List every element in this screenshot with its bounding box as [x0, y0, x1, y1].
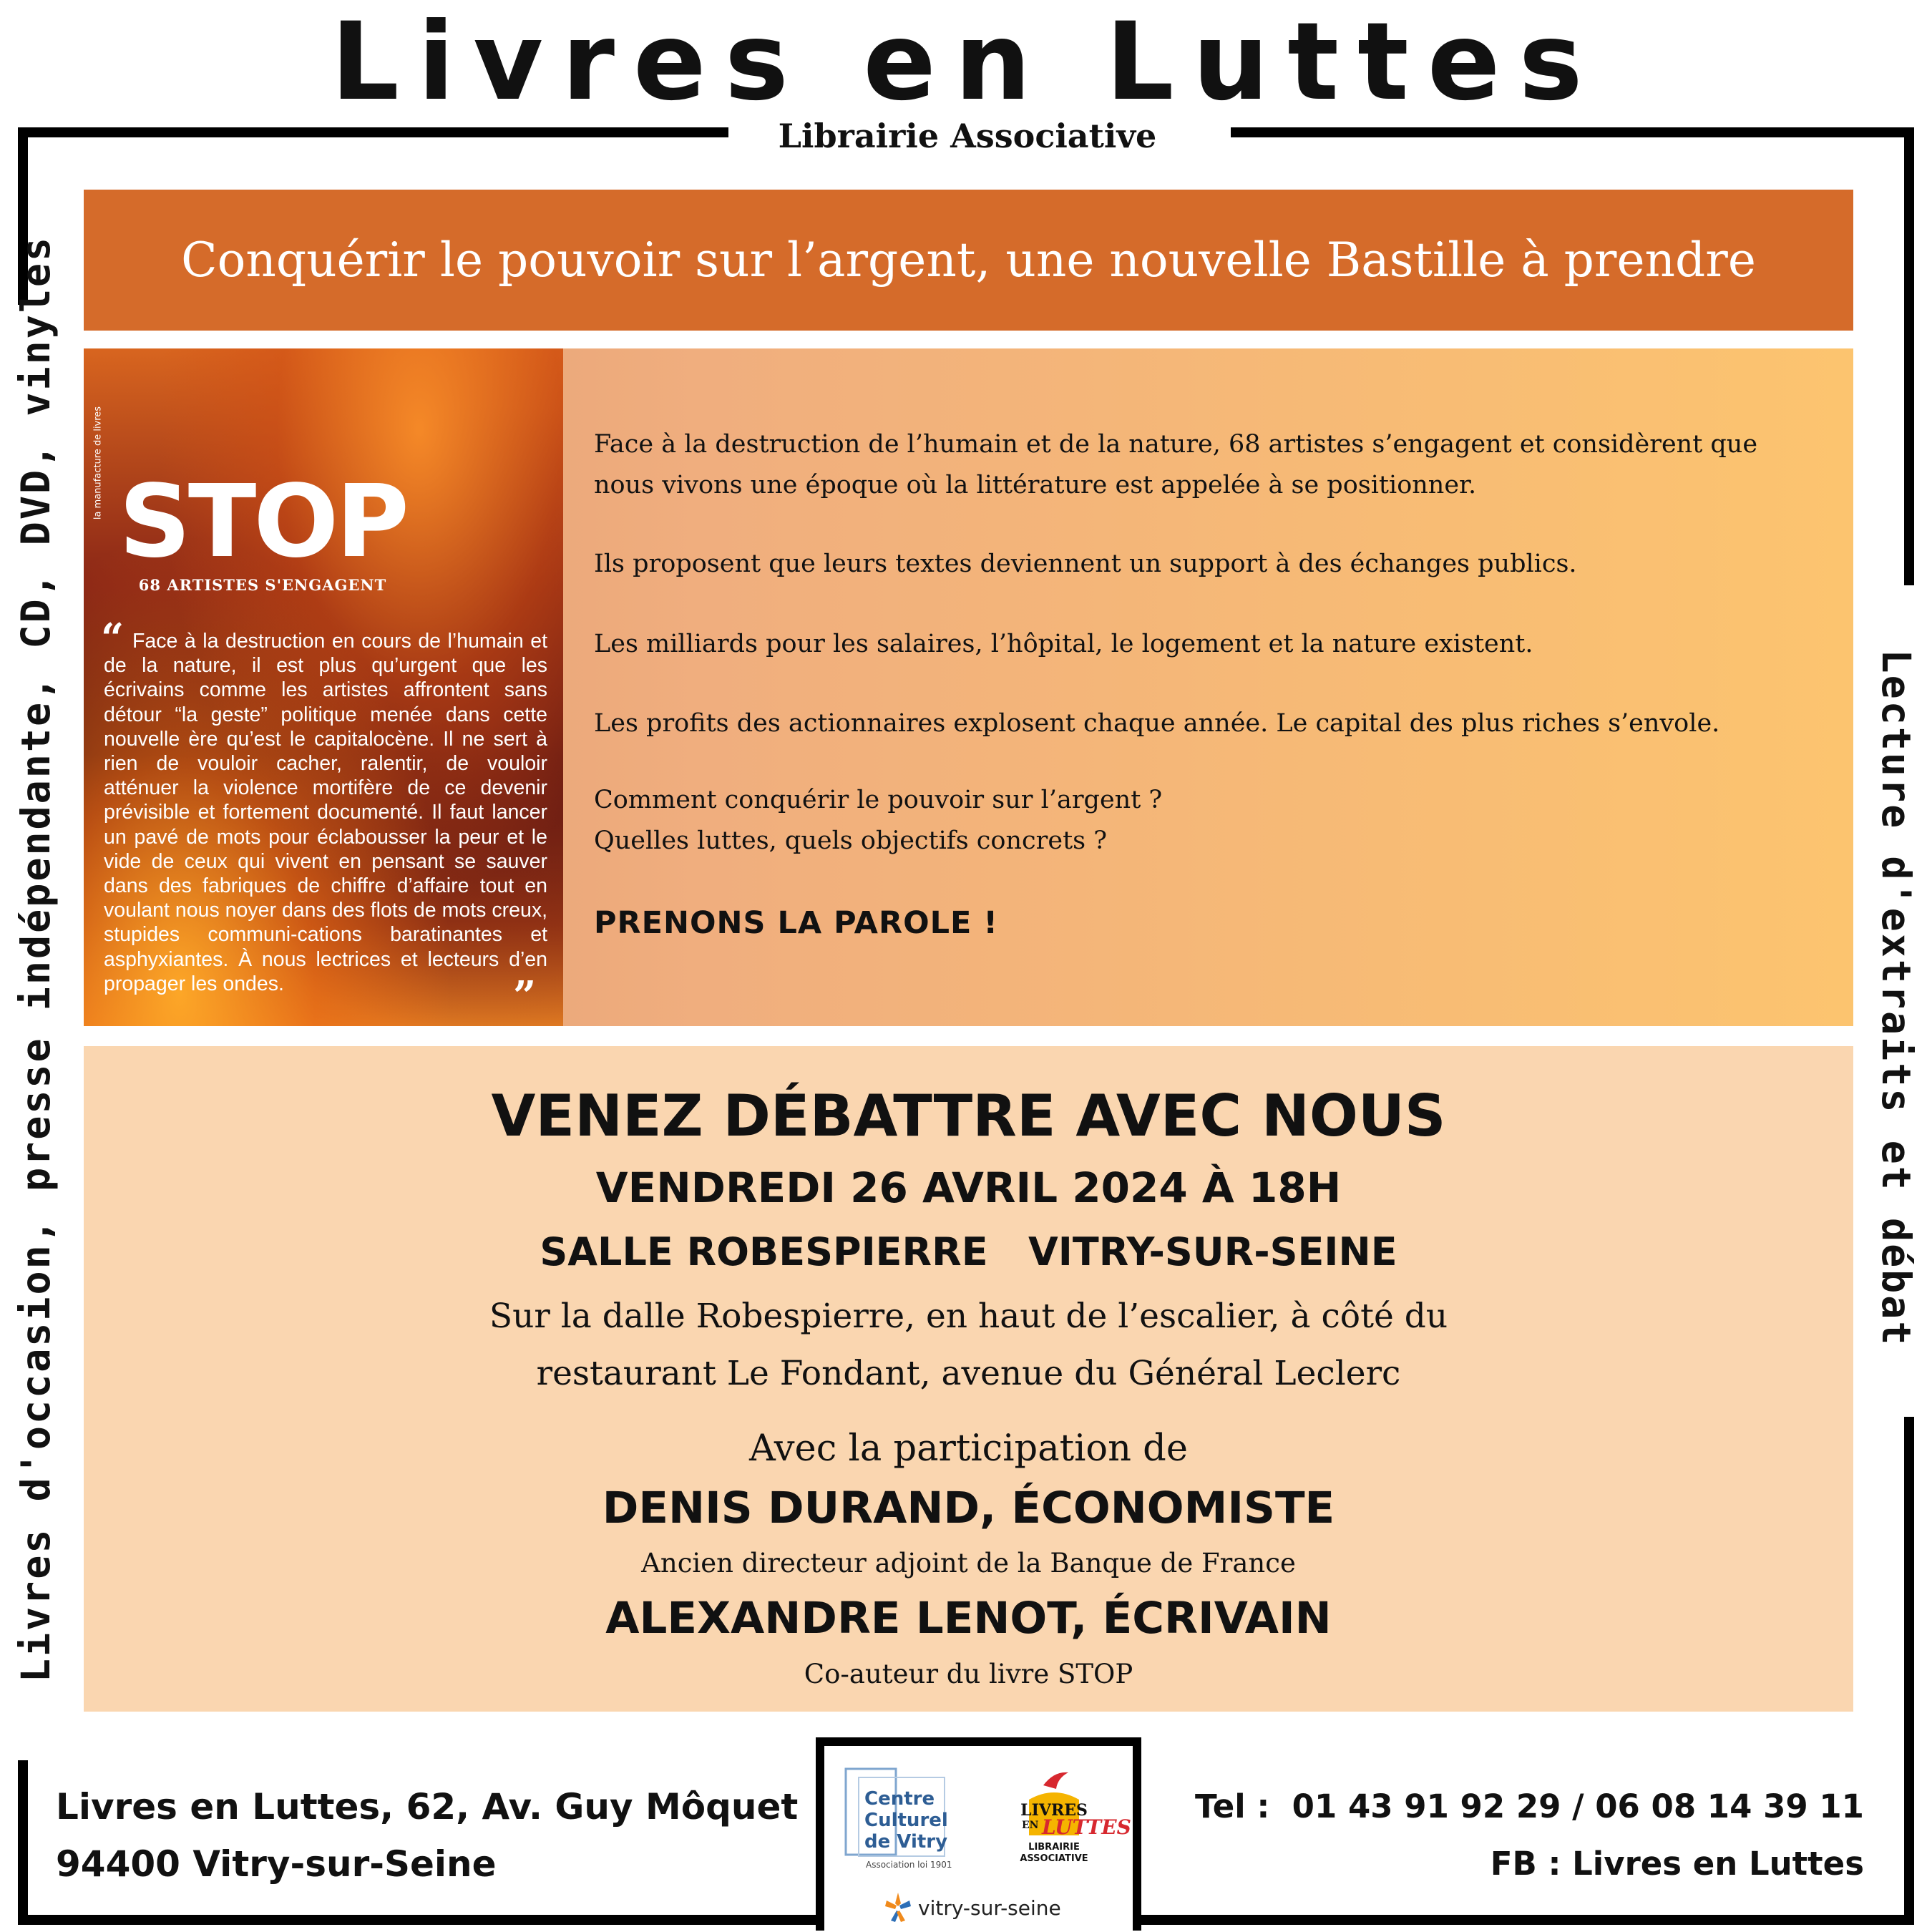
address-line-1: Livres en Luttes, 62, Av. Guy Môquet — [56, 1786, 799, 1828]
vitry-star-icon — [885, 1893, 911, 1922]
lel-line-5: ASSOCIATIVE — [1020, 1853, 1088, 1864]
frame-left-bottom — [18, 1760, 28, 1925]
book-quote — [104, 629, 547, 996]
frame-right-bottom — [1904, 1417, 1914, 1925]
speaker-1-role: Ancien directeur adjoint de la Banque de France — [641, 1548, 1296, 1579]
vitry-logo — [882, 1889, 1097, 1925]
lel-line-1: LIVRES — [1020, 1801, 1088, 1820]
paragraph-1-line-2: nous vivons une époque où la littérature est appelée à se positionner. — [594, 471, 1477, 499]
event-date: VENDREDI 26 AVRIL 2024 À 18H — [595, 1163, 1342, 1212]
speaker-2: ALEXANDRE LENOT, ÉCRIVAIN — [605, 1593, 1332, 1644]
book-cover — [84, 348, 563, 1026]
lel-line-4: LIBRAIRIE — [1028, 1842, 1080, 1853]
page-subtitle: Librairie Associative — [778, 117, 1157, 155]
ccv-line-3: de Vitry — [864, 1831, 948, 1853]
side-text-left-label: Livres d'occasion, presse indépendante, CD, DVD, vinyles — [13, 235, 59, 1683]
question-1: Comment conquérir le pouvoir sur l’argent ? — [594, 786, 1163, 814]
frame-bottom-right — [1133, 1915, 1914, 1925]
event-headline: VENEZ DÉBATTRE AVEC NOUS — [491, 1083, 1446, 1149]
event-directions-line-1: Sur la dalle Robespierre, en haut de l’escalier, à côté du — [489, 1297, 1448, 1336]
book-quote-text: Face à la destruction en cours de l’humain et de la nature, il est plus qu’urgent que les écrivains comme les artistes affrontent sans détour “la geste” politique menée dans cette nouvelle ère qu’est le capitalocène. Il ne sert à rien de vouloir cacher, ralentir, de vouloir atténuer la violence mortifère de ce devenir prévisible et fortement documenté. Il faut lancer un pavé de mots pour éclabousser la peur et le vide de ceux qui vivent en pensant se sauver dans des fabriques de chiffre d’affaire tout en voulant nous noyer dans des flots de mots creux, stupides communi-cations baratinantes et asphyxiantes. À nous lectrices et lecteurs d’en propager les ondes. — [104, 630, 547, 995]
footer-contact — [1181, 1778, 1864, 1893]
lel-line-2: EN — [1022, 1820, 1039, 1831]
address-line-2: 94400 Vitry-sur-Seine — [56, 1843, 497, 1885]
quote-close-icon: ” — [513, 972, 537, 1020]
centre-culturel-logo — [844, 1767, 952, 1885]
event-venue: SALLE ROBESPIERRE VITRY-SUR-SEINE — [540, 1229, 1397, 1274]
frame-top-right — [1231, 127, 1914, 137]
side-text-right-label: Lecture d'extraits et débat — [1873, 649, 1919, 1347]
paragraph-4: Les profits des actionnaires explosent chaque année. Le capital des plus riches s’envole. — [594, 709, 1720, 738]
livres-en-luttes-logo — [1000, 1757, 1131, 1882]
frame-top-left — [18, 127, 728, 137]
paragraph-2: Ils proposent que leurs textes deviennent un support à des échanges publics. — [594, 550, 1577, 578]
side-text-left — [0, 136, 72, 1782]
book-subtitle: 68 ARTISTES S'ENGAGENT — [138, 576, 387, 594]
vitry-logo-text: vitry-sur-seine — [918, 1896, 1061, 1920]
phone-text: Tel : 01 43 91 92 29 / 06 08 14 39 11 — [1195, 1787, 1864, 1825]
facebook-text: FB : Livres en Luttes — [1490, 1845, 1864, 1883]
bird-icon — [1043, 1772, 1068, 1789]
footer-address — [56, 1778, 798, 1893]
question-2: Quelles luttes, quels objectifs concrets ? — [594, 826, 1107, 855]
page-title: Livres en Luttes — [331, 0, 1601, 125]
paragraph-1-line-1: Face à la destruction de l’humain et de la nature, 68 artistes s’engagent et considèrent que — [594, 430, 1758, 459]
call-to-action: PRENONS LA PAROLE ! — [594, 905, 998, 941]
frame-right-top — [1904, 127, 1914, 585]
paragraph-3: Les milliards pour les salaires, l’hôpital, le logement et la nature existent. — [594, 630, 1533, 658]
speaker-1: DENIS DURAND, ÉCONOMISTE — [602, 1483, 1335, 1533]
ccv-line-2: Culturel — [864, 1810, 948, 1831]
event-directions-line-2: restaurant Le Fondant, avenue du Général Leclerc — [536, 1354, 1401, 1393]
topic-banner-text: Conquérir le pouvoir sur l’argent, une nouvelle Bastille à prendre — [181, 233, 1756, 288]
participation-label: Avec la participation de — [748, 1428, 1189, 1470]
quote-open-icon: “ — [101, 615, 125, 662]
side-text-right — [1860, 594, 1932, 1402]
publisher-text: la manufacture de livres — [92, 406, 104, 520]
book-title: STOP — [119, 464, 406, 580]
lel-line-3: LUTTES — [1042, 1815, 1131, 1839]
topic-banner — [84, 190, 1853, 331]
frame-bottom-left — [18, 1915, 824, 1925]
ccv-sub: Association loi 1901 — [866, 1860, 952, 1870]
speaker-2-role: Co-auteur du livre STOP — [804, 1659, 1133, 1689]
ccv-line-1: Centre — [864, 1788, 935, 1810]
